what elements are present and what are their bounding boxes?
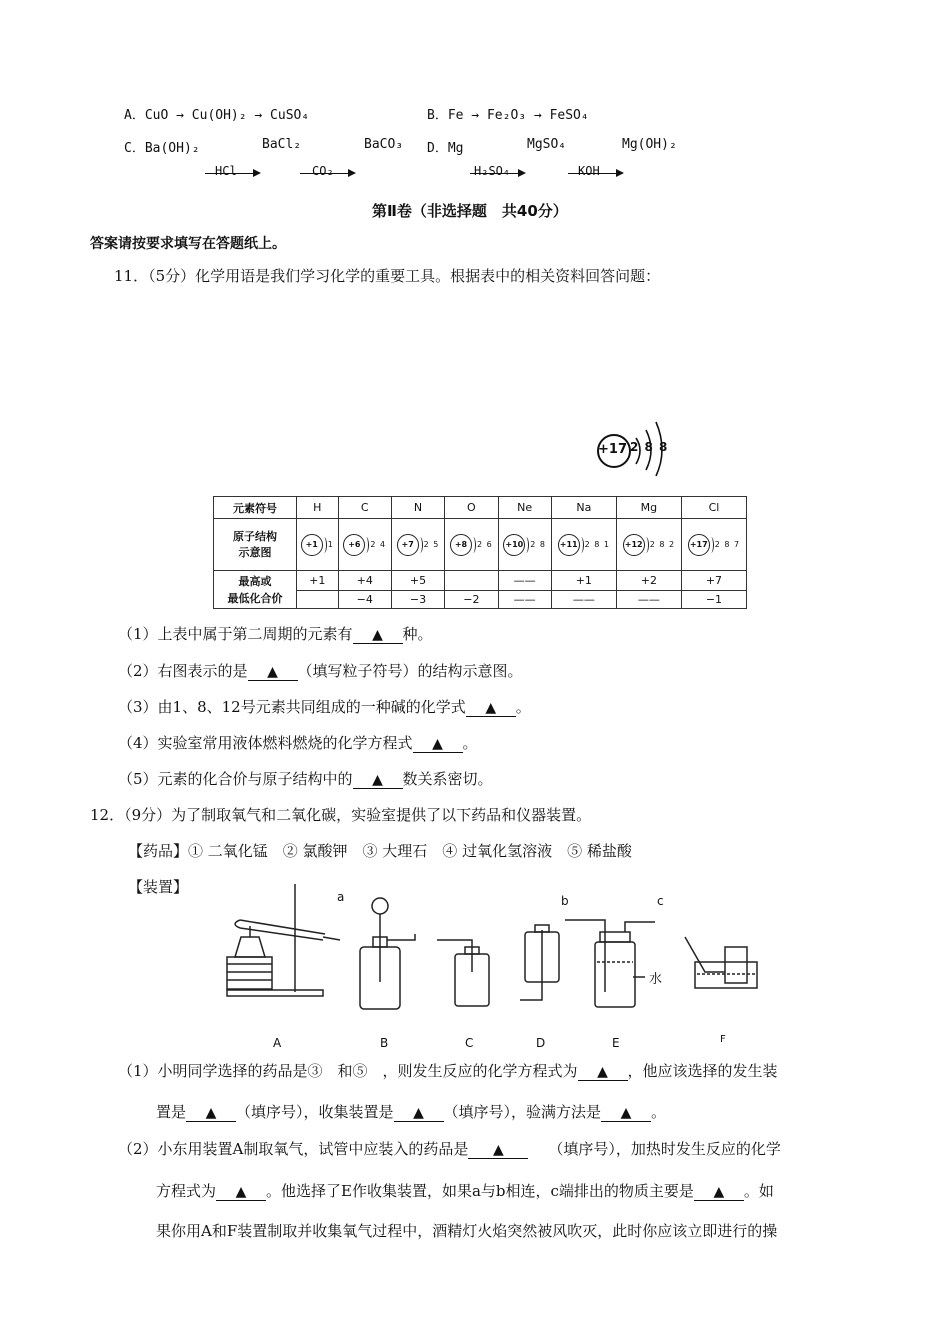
valence-low: −2 — [445, 591, 498, 609]
option-d-start: D．Mg — [427, 141, 464, 156]
ion-nucleus: +17 — [598, 442, 627, 457]
answer-blank[interactable]: ▲ — [413, 736, 463, 753]
valence-high-row — [214, 571, 747, 591]
valence-low: —— — [498, 591, 551, 609]
element-table — [213, 496, 747, 609]
apparatus-label-c: C — [465, 1036, 474, 1050]
symbol-cell: Cl — [681, 497, 746, 519]
symbol-cell: Mg — [616, 497, 681, 519]
symbol-cell: N — [391, 497, 444, 519]
symbol-row — [214, 497, 747, 519]
atom-diagram-o: +8 2 6 — [445, 519, 498, 571]
chloride-ion-diagram — [594, 418, 674, 478]
arrow-co2: CO₂ — [300, 164, 350, 178]
symbol-cell: O — [445, 497, 498, 519]
symbol-cell: Ne — [498, 497, 551, 519]
atom-diagram-cl: +17 2 8 7 — [681, 519, 746, 571]
structure-row — [214, 519, 747, 571]
answer-blank[interactable]: ▲ — [353, 772, 403, 789]
answer-blank[interactable]: ▲ — [468, 1142, 528, 1159]
arrow-koh: KOH — [568, 164, 618, 178]
q12-drugs: 【药品】① 二氧化锰 ② 氯酸钾 ③ 大理石 ④ 过氧化氢溶液 ⑤ 稀盐酸 — [128, 842, 632, 860]
apparatus-diagram — [225, 882, 765, 1020]
q11-part-4: （4）实验室常用液体燃料燃烧的化学方程式 ▲ 。 — [118, 734, 478, 752]
apparatus-label-e: E — [612, 1036, 620, 1050]
arrow-hcl: HCl — [205, 164, 255, 178]
valence-high: +4 — [338, 571, 391, 591]
port-a-label: a — [337, 890, 345, 904]
symbol-cell: H — [297, 497, 339, 519]
valence-high: +2 — [616, 571, 681, 591]
answer-blank[interactable]: ▲ — [601, 1105, 651, 1122]
atom-diagram-ne: +10 2 8 — [498, 519, 551, 571]
valence-high: —— — [498, 571, 551, 591]
valence-low: −4 — [338, 591, 391, 609]
q11-part-1: （1）上表中属于第二周期的元素有 ▲ 种。 — [118, 625, 433, 643]
water-label: 水 — [649, 972, 663, 987]
symbol-cell: Na — [551, 497, 616, 519]
answer-instruction: 答案请按要求填写在答题纸上。 — [90, 236, 286, 252]
q12-part-1-line-2: 置是 ▲ （填序号），收集装置是 ▲ （填序号），验满方法是 ▲ 。 — [156, 1103, 667, 1121]
option-d-end: Mg(OH)₂ — [622, 137, 677, 152]
valence-low: —— — [616, 591, 681, 609]
valence-high — [445, 571, 498, 591]
section-title: 第Ⅱ卷（非选择题 共40分） — [372, 202, 568, 220]
valence-high: +7 — [681, 571, 746, 591]
answer-blank[interactable]: ▲ — [353, 627, 403, 644]
apparatus-label-d: D — [536, 1036, 546, 1050]
q12-part-2-line-3: 果你用A和F装置制取并收集氧气过程中，酒精灯火焰突然被风吹灭，此时你应该立即进行的操 — [156, 1222, 778, 1240]
atom-diagram-mg: +12 2 8 2 — [616, 519, 681, 571]
option-c-mid: BaCl₂ — [262, 137, 302, 152]
atom-diagram-na: +11 2 8 1 — [551, 519, 616, 571]
port-c-label: c — [657, 894, 664, 908]
answer-blank[interactable]: ▲ — [578, 1064, 628, 1081]
option-b: B．Fe → Fe₂O₃ → FeSO₄ — [427, 108, 589, 123]
header-structure: 原子结构 示意图 — [214, 519, 297, 571]
q12-apparatus-title: 【装置】 — [128, 878, 189, 896]
header-valence: 最高或 最低化合价 — [214, 571, 297, 609]
q12-stem: 12．（9分）为了制取氧气和二氧化碳，实验室提供了以下药品和仪器装置。 — [90, 806, 592, 824]
valence-high: +1 — [297, 571, 339, 591]
atom-diagram-n: +7 2 5 — [391, 519, 444, 571]
valence-high: +1 — [551, 571, 616, 591]
option-a: A．CuO → Cu(OH)₂ → CuSO₄ — [124, 108, 310, 123]
q12-part-2-line-1: （2）小东用装置A制取氧气，试管中应装入的药品是 ▲ （填序号），加热时发生反应的化学 — [118, 1140, 781, 1158]
apparatus-label-a: A — [273, 1036, 282, 1050]
q11-part-3: （3）由1、8、12号元素共同组成的一种碱的化学式 ▲ 。 — [118, 698, 531, 716]
atom-diagram-h: +1 1 — [297, 519, 339, 571]
apparatus-label-f: F — [720, 1034, 726, 1045]
option-c-end: BaCO₃ — [364, 137, 404, 152]
symbol-cell: C — [338, 497, 391, 519]
q11-stem: 11．（5分）化学用语是我们学习化学的重要工具。根据表中的相关资料回答问题： — [114, 267, 661, 285]
valence-low: −3 — [391, 591, 444, 609]
option-d-mid: MgSO₄ — [527, 137, 567, 152]
answer-blank[interactable]: ▲ — [248, 664, 298, 681]
answer-blank[interactable]: ▲ — [186, 1105, 236, 1122]
answer-blank[interactable]: ▲ — [466, 700, 516, 717]
ion-shells: 2 8 8 — [630, 440, 669, 454]
q11-part-2: （2）右图表示的是 ▲ （填写粒子符号）的结构示意图。 — [118, 662, 523, 680]
valence-low: —— — [551, 591, 616, 609]
apparatus-label-b: B — [380, 1036, 389, 1050]
header-symbol: 元素符号 — [214, 497, 297, 519]
valence-high: +5 — [391, 571, 444, 591]
valence-low — [297, 591, 339, 609]
q12-part-2-line-2: 方程式为 ▲ 。他选择了E作收集装置，如果a与b相连，c端排出的物质主要是 ▲ 。如 — [156, 1182, 774, 1200]
q12-part-1-line-1: （1）小明同学选择的药品是③ 和⑤ ，则发生反应的化学方程式为 ▲ ，他应该选择的发生装 — [118, 1062, 778, 1080]
answer-blank[interactable]: ▲ — [694, 1184, 744, 1201]
answer-blank[interactable]: ▲ — [216, 1184, 266, 1201]
atom-diagram-c: +6 2 4 — [338, 519, 391, 571]
option-c-start: C．Ba(OH)₂ — [124, 141, 200, 156]
q11-part-5: （5）元素的化合价与原子结构中的 ▲ 数关系密切。 — [118, 770, 493, 788]
arrow-h2so4: H₂SO₄ — [470, 164, 520, 178]
valence-low: −1 — [681, 591, 746, 609]
port-b-label: b — [561, 894, 569, 908]
answer-blank[interactable]: ▲ — [394, 1105, 444, 1122]
